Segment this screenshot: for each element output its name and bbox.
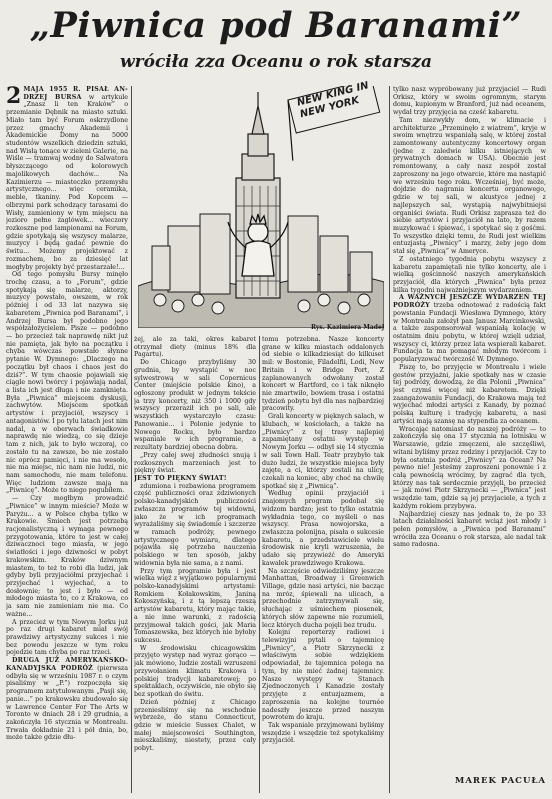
- paragraph: A przecież w tym Nowym Jorku już po raz drugi kabaret miał swój prawdziwy artystyczny sukces i nie bez powodu jeszcze w tym roku pojedzie tam chyba po raz trzeci.: [6, 618, 128, 657]
- cartoon-banner-text: NEW KING IN NEW YORK: [296, 80, 370, 121]
- section-heading: [134, 475, 256, 483]
- paragraph: Na szczęście odwiedziliśmy jeszcze Manhattan, Broadway i Greenwich Village, gdzie nasi artyści, nie bacząc na mróz, śpiewali na ulicach, a przechodnie zatrzymywali się, słuchając z uśmiechem piosenek, których słów zapewne nie rozumieli, lecz których ducha pojęli bez trudu.: [262, 567, 384, 629]
- paragraph-text: trzeba odnotować z radością fakt powstania Fundacji Wiesława Dymnego, który w Montrealu założył pan Janusz Marcinkowski, a także zasponsorował wspaniałą kolację w ostatnim dniu pobytu, w której wzięli udział, wszyscy ci, którzy przez lata wspierali kabaret. Fundacja ta ma pomagać młodym twórcom i popularyzować twórczość W. Dymnego.: [393, 302, 546, 364]
- subheadline: wróciła zza Oceanu o rok starsza: [120, 52, 432, 72]
- paragraph: W środowisku chicagowskim przyjęto występ nad wyraz gorąco — jak mówiono, ludzie zostali wzruszeni przywołaniem klimatu Krakowa i polskiej tradycji kabaretowej; po spektaklach, oczywiście, nie obyło się bez spotkań do świtu.: [134, 644, 256, 699]
- column-rule: [259, 336, 260, 793]
- section-heading: DRUGA JUŻ AMERYKAŃSKO-KANADYJSKA PODRÓŻ: [6, 657, 128, 672]
- illustration-credit: Rys. Kazimiera Madej: [310, 324, 384, 331]
- column-rule: [389, 86, 390, 793]
- column-2: [134, 336, 256, 793]
- drop-cap: 2: [6, 86, 22, 109]
- section-heading: A WAŻNYCH JESZCZE WYDARZEŃ TEJ PODRÓŻY: [393, 294, 546, 310]
- lead-caps: MAJA 1955 R. PISAŁ AN-DRZEJ BURSA: [23, 86, 128, 101]
- paragraph: Od tego pomysłu Bursy minęło trochę czasu, a to „Forum”, gdzie spotykają się malarze, aktorzy, muzycy powstało, owszem, w rok później i od 33 lat nazywa się kabaretem „Piwnica pod Baranami”, i Andrzej Bursa był podobno jego współzałożycielem. Pisze — podobno — bo przecież tak naprawdę nikt już nie pamięta, jak było na początku i chyba wówczas powstało słynne pytanie W. Dymnego: „Dlaczego na początku był chaos i chaos jest do dziś?”. W tym chaosie pojawiali się ciągle nowi twórcy i pojawiają nadal, a lista ich jest długa i nie zamknięta. Była „Piwnica” miejscem dyskusji, zachwytów. Miejscem spotkań artystów i przyjaciół, wszyscy i antagonistów. I po tylu latach jest nim nadal, a w oberwach świadkowie naprawdę nie wiedzą, co się dzieje tam z nich, jak to było wczoraj, co zostało tu na zawsze, bo nie zostało nic oprócz pamięci, i nie ma wesoło, nie ma miejsc, nic nam nie ludzi, nic nam samochodu, nie mam telefonu. Więc ludziom zawsze mają na „Piwnicę”. Może to niego pogubiłem.: [6, 271, 128, 495]
- column-rule: [131, 86, 132, 793]
- paragraph: Przy tym programie była i jest wielka więź z wyjątkowo popularnymi polsko-kanadyjskimi artystami: Romkiem Kołakowskim, Janiną Kokoszyńską, i z tą lepszą rzeszą artystów kabaretu, który mając takie, a nie inne warunki, z radością przyjmował takich gości, jak Maria Tomaszewska, bez których nie byłoby sukcesu.: [134, 567, 256, 645]
- lead-paragraph: [6, 86, 128, 271]
- paragraph: Kolejni reporterzy radiowi i telewizyjni pytali o tajemnicę „Piwnicy”, a Piotr Skrzynecki z właściwym sobie wdziękiem odpowiadał, że tajemnica polega na tym, by nie mieć żadnej tajemnicy. Nasze występy w Stanach Zjednoczonych i Kanadzie zostały przyjęte z entuzjazmem, a zaproszenia na kolejne tournée nadeszły jeszcze przed naszym powrotem do kraju.: [262, 629, 384, 722]
- headline: „Piwnica pod Baranami”: [29, 5, 523, 46]
- paragraph: Tam niezwykły dom, w klimacie i architekturze „Przeminęło z wiatrem”, kryje w swoim wnętrzu wspaniałą salę, w której został zamontowany autentyczny koncertowy organ (jedne z zaledwie kilku istniejących w prywatnych domach w USA). Obecnie jest remontowany, a cały nasz zespół został zaproszony na jego otwarcie, które ma nastąpić we wrześniu tego roku. Wcześniej, być może, dojdzie do nagrania koncertu organowego, gdzie w tej sali, w akustyce jednej z najlepszych sal, wystąpią najwybitniejsi organiści świata. Rudi Orkisz zaprasza też do siebie artystów i przyjaciół na lato, by razem muzykować i śpiewać, i spotykać się z gośćmi. To wszystko dzięki temu, że Rudi jest wielkim entuzjastą „Piwnicy” i marzy, żeby jego dom stał się „Piwnicą” w Ameryce.: [393, 116, 546, 256]
- paragraph: Najbardziej cieszy nas jednak to, że po 33 latach działalności kabaret wciąż jest młody i pełen pomysłów, a „Piwnica pod Baranami” wróciła zza Oceanu o rok starsza, ale nadal tak samo radosna.: [393, 510, 546, 549]
- paragraph: Według opinii przyjaciół i znajomych program podobał się widzom bardzo; jest to tylko ostatnia wykładnia tego, co myśleli o nas wszyscy. Prasa nowojorska, a zwłaszcza polonijna, pisała o sukcesie kabaretu, a przedstawiciele wielu środowisk nie kryli wzruszenia, że udało się przywieźć do Ameryki kawałek prawdziwego Krakowa.: [262, 490, 384, 567]
- paragraph: — Czy mogłbym prowadzić „Piwnice” w innym mieście? Może w Paryżu... a w Polsce chyba tylko w Krakowie. Śmiech jest potrzebą racjonalistyczną i wymaga pewnego przygotowania, które to jest w całej dziwacznoci tego miasta, w jego światłości i jego dziwności w pobyt krakowskim. Kraków dziwnym miastem, to też to robi dla ludzi, jak gdyby byli przyjaciółmi przyjechać i przyjechać i wyjechać, a to dosłownie; to jest i było — od młodego miasta to, co z Krakowa, co ja sam nie zamieniam nie ma. Co ważne...: [6, 495, 128, 618]
- column-4: [393, 86, 546, 770]
- paragraph: Wracając natomiast do naszej podróży — to zakończyła się ona 17 stycznia na lotnisku w Warszawie, gdzie zmęczeni, ale szczęśliwi, witani byliśmy przez rodziny i przyjaciół. Czy to była ostatnia podróż „Piwnicy” za Ocean? Na pewno nie! Jesteśmy zaproszeni ponownie i z całą pewnością wrócimy, by zagrać dla tych, którzy nas tak serdecznie przyjęli, bo przecież — jak mówi Piotr Skrzynecki — „Piwnica” jest wszędzie tam, gdzie są jej przyjaciele, a tych z każdym rokiem przybywa.: [393, 425, 546, 510]
- paragraph: Z ostatniego tygodnia pobytu wszyscy z kabaretu zapamiętali nie tylko koncerty, ale i wielką gościnność naszych amerykańskich przyjaciół, dla których „Piwnica” była przez kilka tygodni najważniejszym wydarzeniem.: [393, 255, 546, 294]
- column-3: [262, 336, 384, 793]
- paragraph: Dzień później z Chicago przeniesliśmy się na wschodnie wybrzeże, do stanu Connecticut, gdzie w mieście Sussex Chalet, w małej miejscowości Southington, mieszkaliśmy, niestety, przez cały pobyt.: [134, 698, 256, 753]
- author-signature: MAREK PACUŁA: [454, 776, 546, 786]
- section-heading-text: JEST TO PIĘKNY ŚWIAT!: [134, 474, 227, 482]
- paragraph: Do Chicago przybyliśmy 30 grudnia, by wystąpić w noc sylwestrową w sali Copernicus Center (miejście polskie kino), a ogłoszony produkt w jednym tekście ja trzy koncerty, niż 350 i 1000 gdy wszyscy przeraził ich po sali, ale wszystkich wystarczyło czasu: Panowanie... i Polonie jedynie to Nowego Rocku, było bardzo wspaniale w ich programie, a rezultaty bardziej obecna dobra.: [134, 359, 256, 452]
- paragraph: tylko nasz wypróbowany już przyjaciel — Rudi Orkisz, który w swoim ogromnym, starym domu, kupionym w Branford, już nad oceanem, wydał trzy przyjęcia na cześć kabaretu.: [393, 86, 546, 117]
- paragraph: zdumiona i rozbawiona programem część publiczności oraz zdziwionych polsko-kanadyjskich publiczności zwłaszcza programów tej widowni, jako że w ich programach wyrażaliśmy się świadomie i szczerze w ramach podróży, pewnego artystycznego wymiaru, dlatego pojawiła się potrzeba nauczenia polskiego w ten sposób, jakby widownia była nie sama, a z nami.: [134, 482, 256, 567]
- paragraph: tomu potrzebna. Nasze koncerty grane w kilku miastach oddalonych od siebie o kilkadziesiąt do kilkuset mil: w Bostonie, Filadelfii, Lodi, New Britain i w Bridge Port, Z zaplanowanych odwołany został koncert w Hartford, co i tak niknęło nie zmartwiło, bowiem trasa i ostatni tydzień pobytu był dla nas najbardziej pracowity.: [262, 336, 384, 413]
- paragraph: „Przy całej swej złudności snują i rozkosznych marzeniach jest to piękny świat.: [134, 451, 256, 475]
- paragraph: żej, ale za taki, okres kabaret otrzymał diety (minus 18% dla Pagartu).: [134, 336, 256, 359]
- paragraph-text: (pierwsza odbyła się w wrześniu 1987 r. o czym pisaliśmy w „P.”) rozpoczęła się programem zatytułowanym „Pasji się, panie...” po krakowsku zbudowało się w Lawrence Center For The Arts w Toronto w dniach 28 i 29 grudnia, a zakończyła 16 stycznia w Montrealu. Trwała dokładnie 21 i pół dnia, bo, może także gdzie dłu-: [6, 664, 128, 742]
- paragraph: [6, 657, 128, 742]
- column-1: [6, 86, 128, 793]
- paragraph: w artykule „Znasz li ten Kraków” o przemianie Dębnik na miasto sztuki. Miało tam być Forum oskrzydlone przez gmachy Akademii i Akademickie Domy na 5000 studentów wszelkich dziedzin sztuki, nad Wisłą tonące w zieleni Galerie, na Wiśle — tramwaj wodny do Salwatora błyszczącego od kolorowych majolikowych dachów... Na Kazimierzu — miasteczko przemysłu artystycznego... więc ceramika, meble, tkaniny. Pod Kopcem — olbrzymi park schodzący tarasami do Wisły, zamieniony w tym miejscu na jezioro pełne żaglówek... wieczory rozkoszne pod lampionami na Forum, gdzie spotykają się wszyscy malarze, muzycy i będą gadać pewnie do świtu... Możemy projektować z rozmachem, bo za dziesięć lat mogłyby projekty być przestarzałe!...: [6, 93, 128, 271]
- paragraph: Grali koncerty w pięknych salach, w klubach, w kościołach, a także na „Piwnicy” z tej trasy najlepiej zapamiętany ostatni występ w Nowym Jorku — odbył się 14 stycznia w sali Town Hall. Teatr przybyło tak dużo ludzi, że wszystkie miejsca były zajęte, a ci, którzy zostali na ulicy, czekali na koniec, aby choć na chwilę spotkać się z „Piwnicą”.: [262, 413, 384, 490]
- paragraph: Tak wspaniale przyjmowani byliśmy wszędzie i wszędzie też spotykaliśmy przyjaciół.: [262, 721, 384, 745]
- cartoon-illustration: [138, 86, 384, 328]
- paragraph: Piszę to, bo przyjęcie w Montrealu i wiele gestów przyjaźni, jakie spotkały nas w czasie tej podróży, dowodzą, że dla Polonii „Piwnica” jest czymś więcej niż kabaretem. Dzięki zaangażowaniu Fundacji, do Krakowa mają też wyjechać młodzi artyści z Kanady, by poznać polską kulturę i tradycję kabaretu, a nasi artyści mają szansę na stypendia za oceanem.: [393, 363, 546, 425]
- paragraph: [393, 294, 546, 363]
